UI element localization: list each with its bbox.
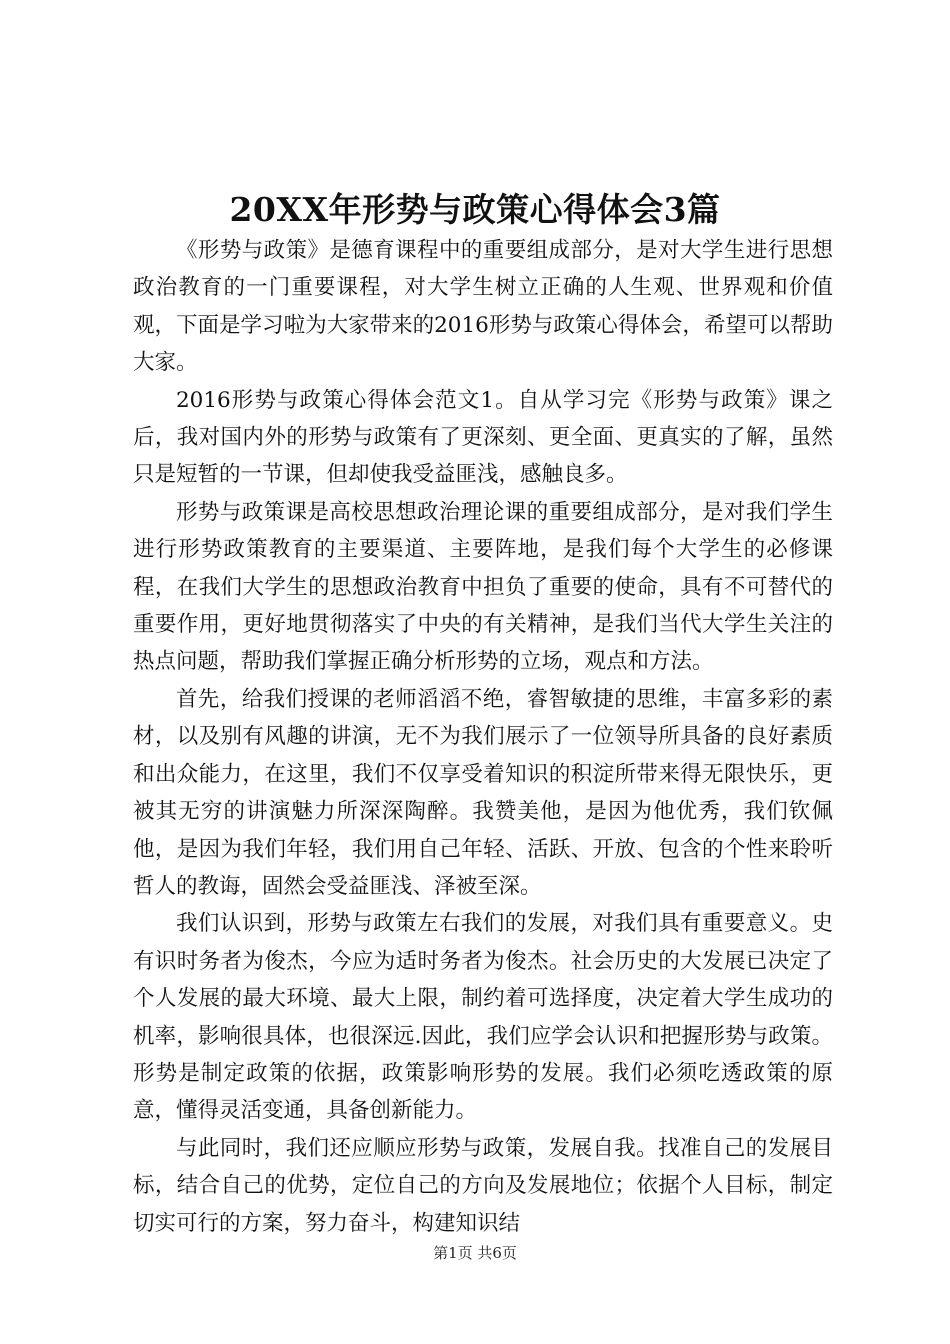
paragraph-self-development: 与此同时，我们还应顺应形势与政策，发展自我。找准自己的发展目标，结合自己的优势，定位自己的方向及发展地位；依据个人目标，制定切实可行的方案，努力奋斗，构建知识结 — [133, 1135, 833, 1236]
paragraph-course-importance: 形势与政策课是高校思想政治理论课的重要组成部分，是对我们学生进行形势政策教育的主要渠道、主要阵地，是我们每个大学生的必修课程，在我们大学生的思想政治教育中担负了重要的使命，具有不可替代的重要作用，更好地贯彻落实了中央的有关精神，是我们当代大学生关注的热点问题，帮助我们掌握正确分析形势的立场，观点和方法。 — [133, 499, 833, 675]
paragraph-intro: 《形势与政策》是德育课程中的重要组成部分，是对大学生进行思想政治教育的一门重要课程，对大学生树立正确的人生观、世界观和价值观，下面是学习啦为大家带来的2016形势与政策心得体会，希望可以帮助大家。 — [133, 238, 833, 376]
paragraph-sample-1: 2016形势与政策心得体会范文1。自从学习完《形势与政策》课之后，我对国内外的形势与政策有了更深刻、更全面、更真实的了解，虽然只是短暂的一节课，但却使我受益匪浅，感触良多。 — [133, 387, 833, 488]
document-body — [133, 232, 833, 1242]
paragraph-teacher: 首先，给我们授课的老师滔滔不绝，睿智敏捷的思维，丰富多彩的素材，以及别有风趣的讲演，无不为我们展示了一位领导所具备的良好素质和出众能力，在这里，我们不仅享受着知识的积淀所带来得无限快乐，更被其无穷的讲演魅力所深深陶醉。我赞美他，是因为他优秀，我们钦佩他，是因为我们年轻，我们用自己年轻、活跃、开放、包含的个性来聆听哲人的教诲，固然会受益匪浅、泽被至深。 — [133, 686, 833, 899]
document-title: 20XX年形势与政策心得体会3篇 — [229, 190, 721, 229]
paragraph-significance: 我们认识到，形势与政策左右我们的发展，对我们具有重要意义。史有识时务者为俊杰，今应为适时务者为俊杰。社会历史的大发展已决定了个人发展的最大环境、最大上限，制约着可选择度，决定着大学生成功的机率，影响很具体，也很深远.因此，我们应学会认识和把握形势与政策。形势是制定政策的依据，政策影响形势的发展。我们必须吃透政策的原意，懂得灵活变通，具备创新能力。 — [133, 911, 833, 1124]
page-number-footer: 第1页 共6页 — [433, 1244, 517, 1262]
